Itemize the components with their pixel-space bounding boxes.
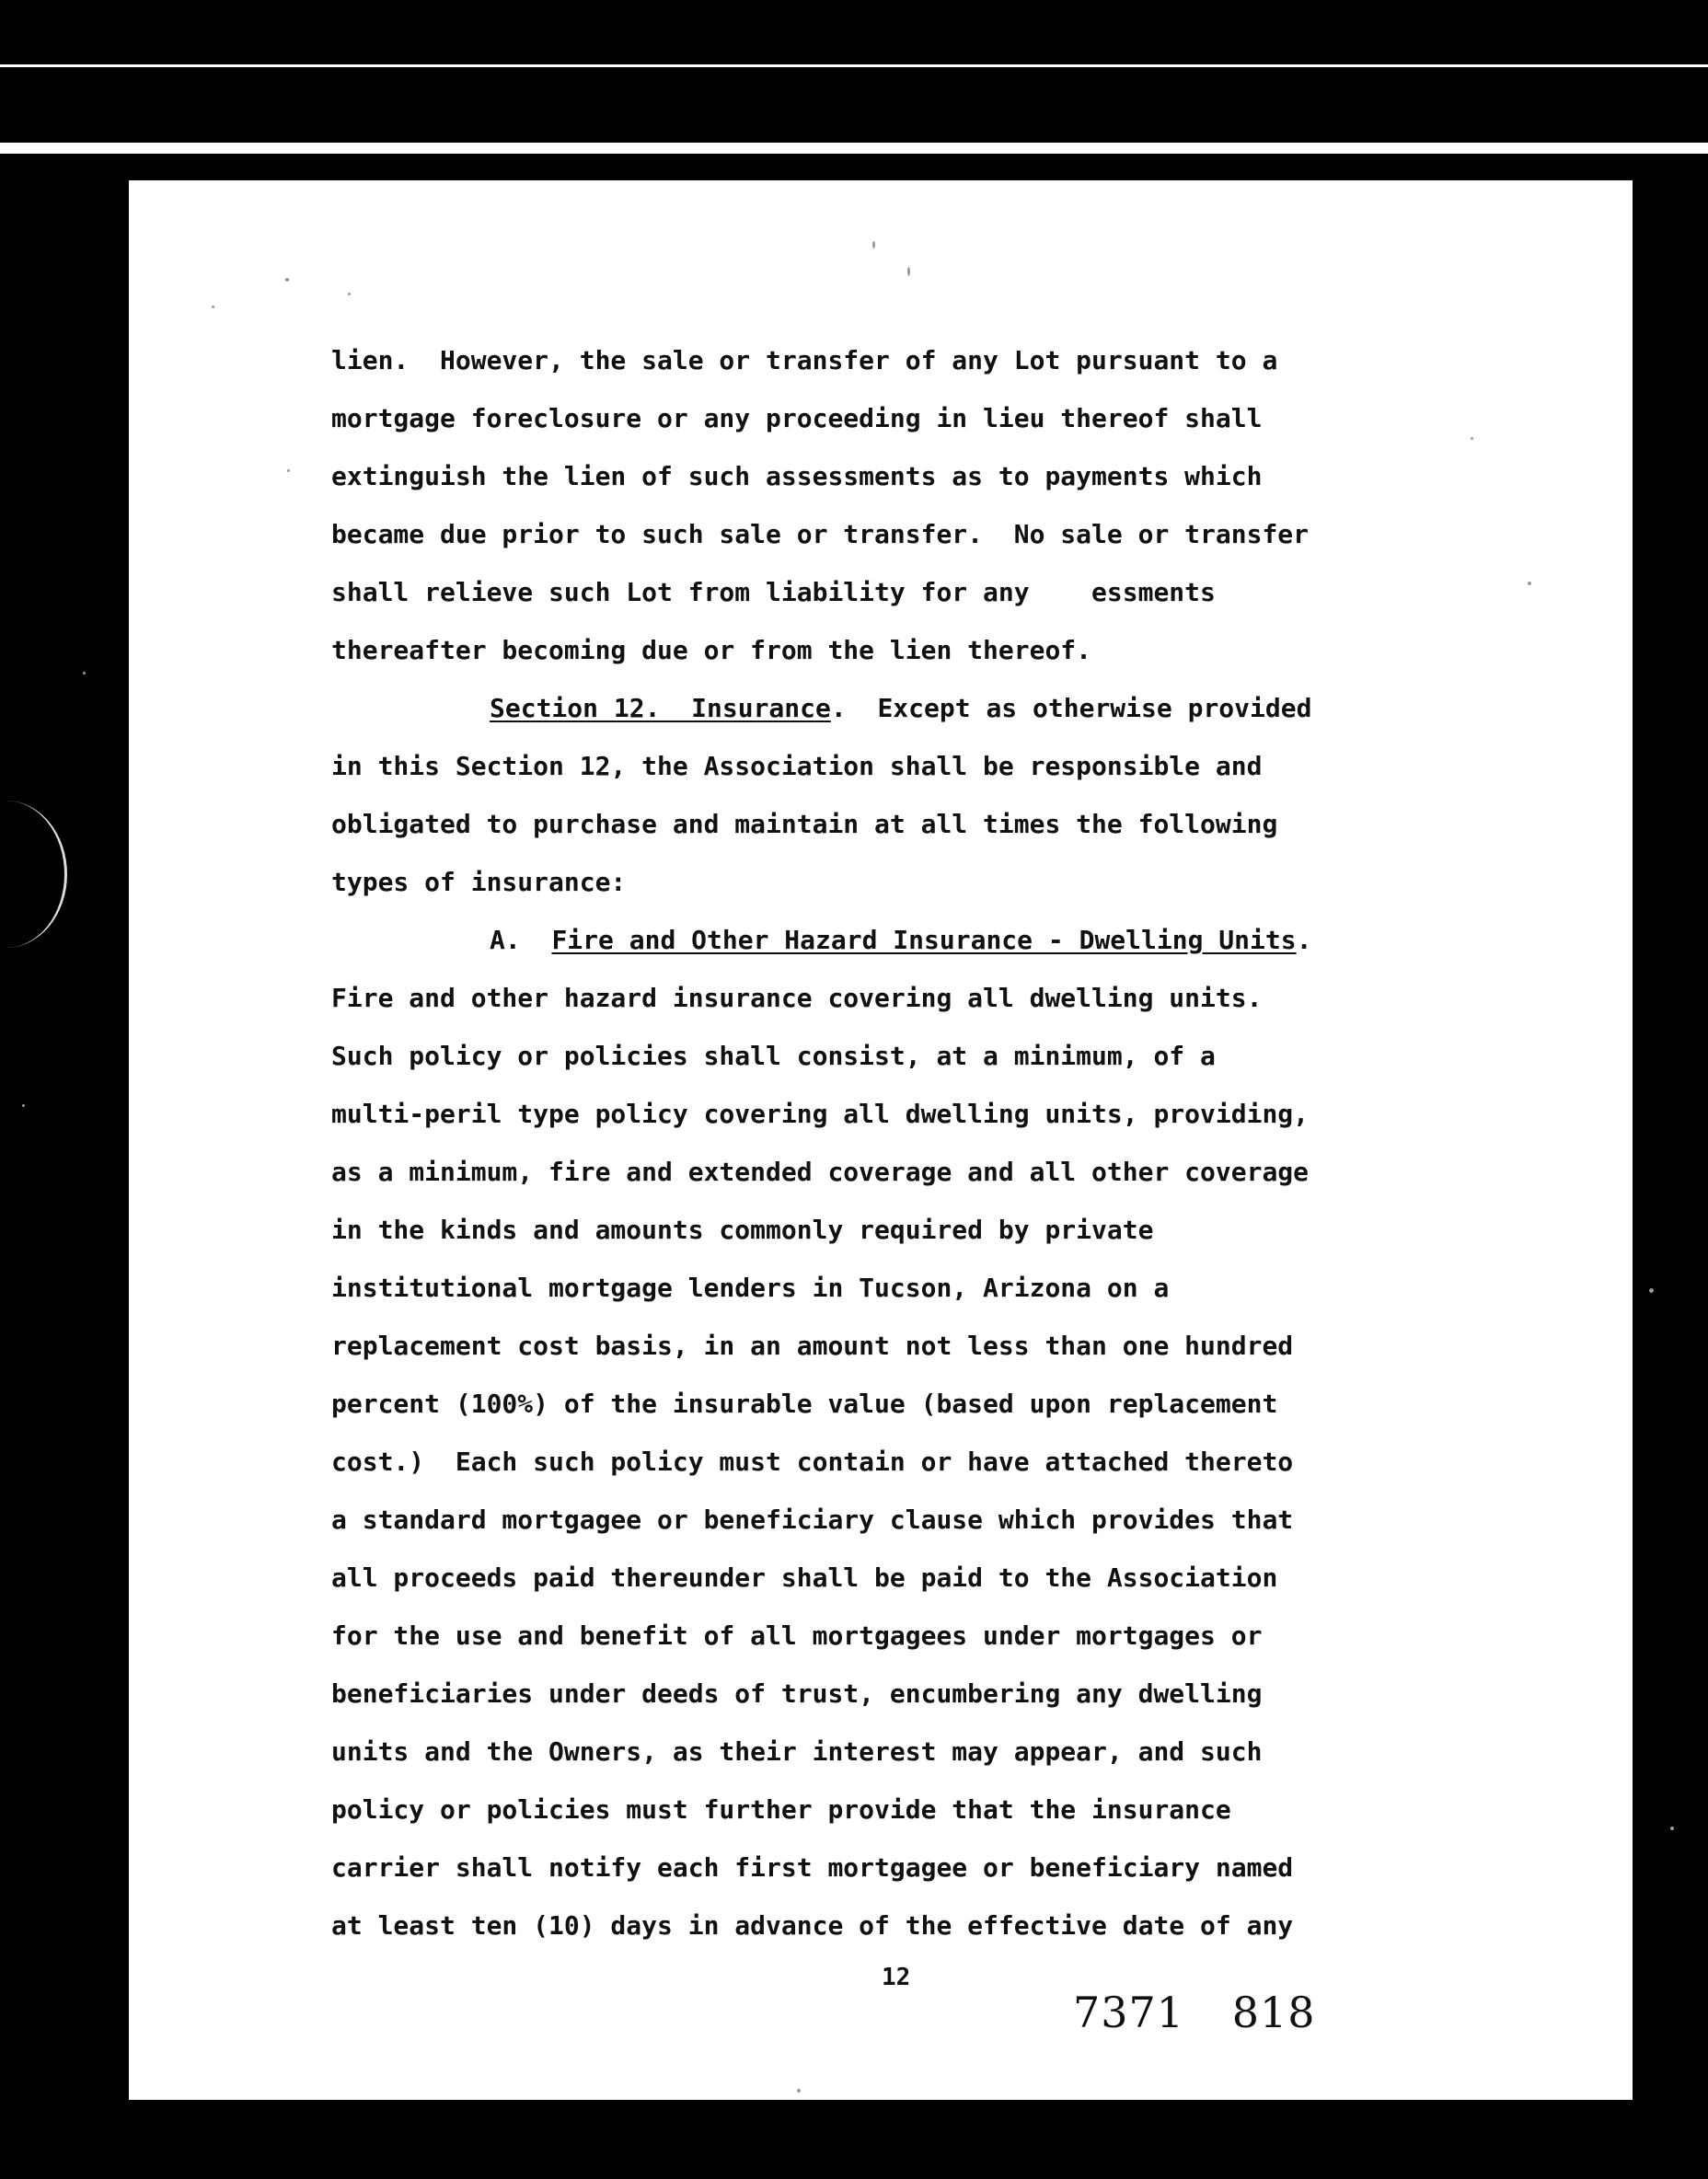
document-body [331,331,1472,1954]
scan-speck [872,241,875,248]
text-line: a standard mortgagee or beneficiary clause which provides that [331,1505,1294,1535]
document-page [129,180,1633,2100]
text-line: cost.) Each such policy must contain or have attached thereto [331,1447,1294,1477]
text-line: types of insurance: [331,867,627,897]
scan-artifact-arc [0,801,67,948]
text-line: beneficiaries under deeds of trust, encumbering any dwelling [331,1678,1263,1709]
scan-speck [22,1104,25,1107]
text-line: obligated to purchase and maintain at all times the following [331,809,1278,839]
subsection-marker: A. [490,925,552,955]
section-heading-tail: . Except as otherwise provided [830,693,1312,723]
text-line: in the kinds and amounts commonly required by private [331,1215,1154,1245]
scan-speck [1528,582,1531,585]
scan-speck [212,306,214,308]
scan-border-line [0,64,1708,67]
text-line: Such policy or policies shall consist, at a minimum, of a [331,1041,1216,1071]
text-line: as a minimum, fire and extended coverage and all other coverage [331,1157,1310,1187]
text-line: percent (100%) of the insurable value (based upon replacement [331,1389,1278,1419]
text-line: at least ten (10) days in advance of the effective date of any [331,1910,1294,1941]
scan-speck [1670,1827,1674,1830]
text-line: multi-peril type policy covering all dwelling units, providing, [331,1099,1310,1129]
scan-speck [285,278,289,282]
subsection-heading: Fire and Other Hazard Insurance - Dwelling Units [551,925,1297,955]
scan-speck [287,469,290,472]
section-heading: Section 12. Insurance [490,693,831,723]
subsection-heading-tail: . [1296,925,1312,955]
text-line: for the use and benefit of all mortgagees under mortgages or [331,1620,1263,1651]
text-line: institutional mortgage lenders in Tucson, Arizona on a [331,1273,1170,1303]
document-stamp-number: 7371 818 [1073,1988,1316,2037]
text-line: carrier shall notify each first mortgagee or beneficiary named [331,1852,1294,1883]
scan-speck [1471,437,1473,440]
text-line: lien. However, the sale or transfer of any Lot pursuant to a [331,345,1278,375]
section-heading-line [331,679,1472,737]
text-line: replacement cost basis, in an amount not less than one hundred [331,1331,1294,1361]
subsection-heading-line [331,911,1472,969]
text-line: shall relieve such Lot from liability for any essments [331,577,1216,607]
text-line: Fire and other hazard insurance covering all dwelling units. [331,983,1263,1013]
scan-speck [348,293,351,295]
text-line: extinguish the lien of such assessments as to payments which [331,461,1263,491]
scan-border-band [0,143,1708,154]
text-line: policy or policies must further provide that the insurance [331,1794,1231,1825]
page-number: 12 [882,1964,911,1991]
text-line: thereafter becoming due or from the lien thereof. [331,635,1092,665]
text-line: mortgage foreclosure or any proceeding in lieu thereof shall [331,403,1263,433]
scan-speck [907,267,910,276]
scan-speck [797,2089,801,2093]
scan-speck [83,672,86,674]
text-line: units and the Owners, as their interest may appear, and such [331,1736,1263,1767]
text-line: all proceeds paid thereunder shall be paid to the Association [331,1562,1278,1593]
text-line: in this Section 12, the Association shall be responsible and [331,751,1263,781]
text-line: became due prior to such sale or transfer. No sale or transfer [331,519,1310,549]
scan-speck [1649,1288,1654,1293]
